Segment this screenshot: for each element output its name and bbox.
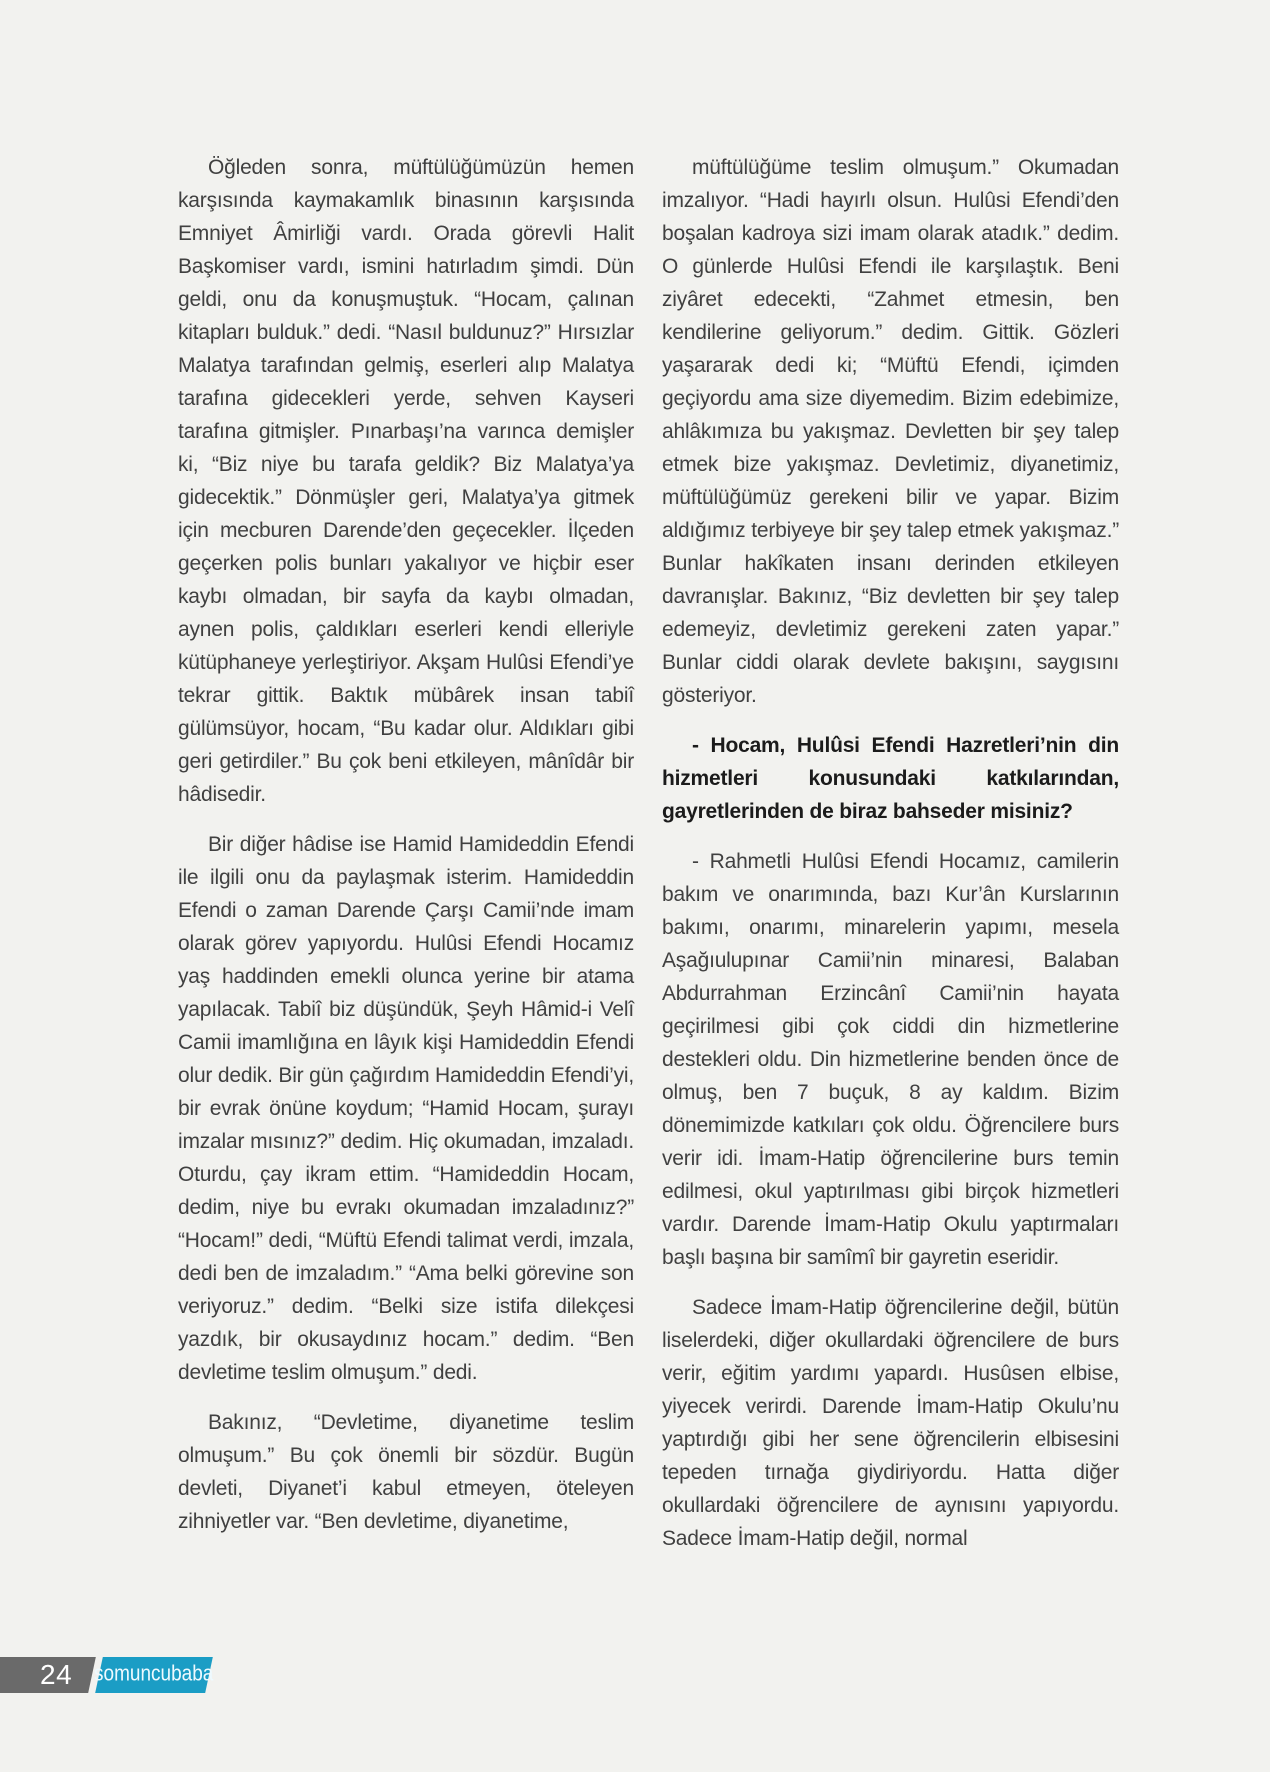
page-number-band	[0, 1657, 96, 1693]
brand-band	[95, 1657, 213, 1693]
interview-question: - Hocam, Hulûsi Efendi Hazretleri’nin din hizmetleri konusundaki katkılarından, gayretlerinden de biraz bahseder misiniz?	[662, 734, 1119, 823]
text-column-right	[662, 151, 1119, 1572]
left-paragraph-3: Bakınız, “Devletime, diyanetime teslim olmuşum.” Bu çok önemli bir sözdür. Bugün devleti, Diyanet’i kabul etmeyen, öteleyen zihniyetler var. “Ben devletime, diyanetime,	[178, 1411, 634, 1533]
right-paragraph-1: müftülüğüme teslim olmuşum.” Okumadan imzalıyor. “Hadi hayırlı olsun. Hulûsi Efendi’den boşalan kadroya sizi imam olarak atadık.” dedim. O günlerde Hulûsi Efendi ile karşılaştık. Beni ziyâret edecekti, “Zahmet etmesin, ben kendilerine geliyorum.” dedim. Gittik. Gözleri yaşararak dedi ki; “Müftü Efendi, içimden geçiyordu ama size diyemedim. Bizim edebimize, ahlâkımıza bu yakışmaz. Devletten bir şey talep etmek bize yakışmaz. Devletimiz, diyanetimiz, müftülüğümüz gerekeni bilir ve yapar. Bizim aldığımız terbiyeye bir şey talep etmek yakışmaz.” Bunlar hakîkaten insanı derinden etkileyen davranışlar. Bakınız, “Biz devletten bir şey talep edemeyiz, devletimiz gerekeni zaten yapar.” Bunlar ciddi olarak devlete bakışını, saygısını gösteriyor.	[662, 156, 1119, 707]
right-paragraph-2: - Rahmetli Hulûsi Efendi Hocamız, camilerin bakım ve onarımında, bazı Kur’ân Kurslarının bakımı, onarımı, minarelerin yapımı, mesela Aşağıulupınar Camii’nin minaresi, Balaban Abdurrahman Erzincânî Camii’nin hayata geçirilmesi gibi çok ciddi din hizmetlerine destekleri oldu. Din hizmetlerine benden önce de olmuş, ben 7 buçuk, 8 ay kaldım. Bizim dönemimizde katkıları çok oldu. Öğrencilere burs verir idi. İmam-Hatip öğrencilerine burs temin edilmesi, okul yaptırılması gibi birçok hizmetleri vardır. Darende İmam-Hatip Okulu yaptırmaları başlı başına bir samîmî bir gayretin eseridir.	[662, 850, 1119, 1269]
page-number: 24	[39, 1659, 72, 1690]
brand-logo: somuncubaba	[94, 1662, 214, 1687]
text-column-left	[178, 151, 634, 1555]
left-paragraph-2: Bir diğer hâdise ise Hamid Hamideddin Efendi ile ilgili onu da paylaşmak isterim. Hamideddin Efendi o zaman Darende Çarşı Camii’nde imam olarak görev yapıyordu. Hulûsi Efendi Hocamız yaş haddinden emekli olunca yerine bir atama yapılacak. Tabiî biz düşündük, Şeyh Hâmid-i Velî Camii imamlığına en lâyık kişi Hamideddin Efendi olur dedik. Bir gün çağırdım Hamideddin Efendi’yi, bir evrak önüne koydum; “Hamid Hocam, şurayı imzalar mısınız?” dedim. Hiç okumadan, imzaladı. Oturdu, çay ikram ettim. “Hamideddin Hocam, dedim, niye bu evrakı okumadan imzaladınız?” “Hocam!” dedi, “Müftü Efendi talimat verdi, imzala, dedi ben de imzaladım.” “Ama belki görevine son veriyoruz.” dedim. “Belki size istifa dilekçesi yazdık, bir okusaydınız hocam.” dedim. “Ben devletime teslim olmuşum.” dedi.	[178, 833, 634, 1384]
left-paragraph-1: Öğleden sonra, müftülüğümüzün hemen karşısında kaymakamlık binasının karşısında Emniyet Âmirliği vardı. Orada görevli Halit Başkomiser vardı, ismini hatırladım şimdi. Dün geldi, onu da konuşmuştuk. “Hocam, çalınan kitapları bulduk.” dedi. “Nasıl buldunuz?” Hırsızlar Malatya tarafından gelmiş, eserleri alıp Malatya tarafına gidecekleri yerde, sehven Kayseri tarafına gitmişler. Pınarbaşı’na varınca demişler ki, “Biz niye bu tarafa geldik? Biz Malatya’ya gidecektik.” Dönmüşler geri, Malatya’ya gitmek için mecburen Darende’den geçecekler. İlçeden geçerken polis bunları yakalıyor ve hiçbir eser kaybı olmadan, bir sayfa da kaybı olmadan, aynen polis, çaldıkları eserleri kendi elleriyle kütüphaneye yerleştiriyor. Akşam Hulûsi Efendi’ye tekrar gittik. Baktık mübârek insan tabiî gülümsüyor, hocam, “Bu kadar olur. Aldıkları gibi geri getirdiler.” Bu çok beni etkileyen, mânîdâr bir hâdisedir.	[178, 156, 634, 806]
page-footer	[0, 1657, 1270, 1693]
right-paragraph-3: Sadece İmam-Hatip öğrencilerine değil, bütün liselerdeki, diğer okullardaki öğrencilere de burs verir, eğitim yardımı yapardı. Husûsen elbise, yiyecek verirdi. Darende İmam-Hatip Okulu’nu yaptırdığı gibi her sene öğrencilerin elbisesini tepeden tırnağa giydiriyordu. Hatta diğer okullardaki öğrencilere de aynısını yapıyordu. Sadece İmam-Hatip değil, normal	[662, 1296, 1119, 1550]
